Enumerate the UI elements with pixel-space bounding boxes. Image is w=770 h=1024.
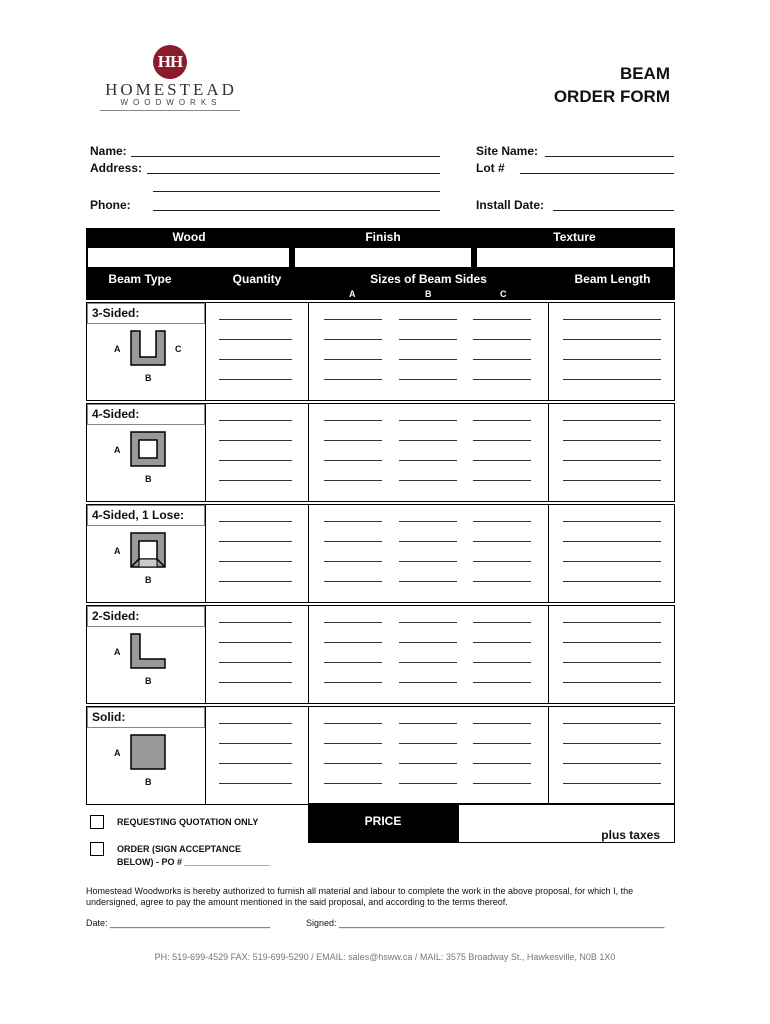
texture-header: Texture [474, 230, 675, 244]
beam-diagram-square-frame-icon [129, 430, 167, 468]
side-b-entry[interactable] [399, 682, 457, 683]
side-c-entry[interactable] [473, 723, 531, 724]
side-a-entry[interactable] [324, 440, 382, 441]
quantity-entry[interactable] [219, 359, 292, 360]
beam-length-entry[interactable] [563, 642, 661, 643]
texture-input[interactable] [476, 247, 674, 268]
beam-diagram-u-channel-icon [129, 329, 167, 367]
price-label-block [308, 803, 458, 843]
form-title-line1: BEAM [619, 64, 670, 83]
side-a-entry[interactable] [324, 642, 382, 643]
signed-signature-line[interactable]: Signed: _________________________________________________________________ [306, 918, 665, 928]
site-name-label: Site Name: [476, 144, 539, 158]
diagram-label-a: A [114, 748, 121, 758]
column-divider [548, 504, 549, 603]
side-b-entry[interactable] [399, 339, 457, 340]
side-a-entry[interactable] [324, 480, 382, 481]
side-b-entry[interactable] [399, 783, 457, 784]
column-divider [205, 504, 206, 603]
side-c-entry[interactable] [473, 379, 531, 380]
logo-subtitle: WOODWORKS [120, 98, 222, 107]
side-c-entry[interactable] [473, 682, 531, 683]
side-b-header: B [425, 289, 432, 299]
side-c-entry[interactable] [473, 359, 531, 360]
lot-field[interactable] [520, 173, 674, 174]
column-divider [205, 706, 206, 805]
sizes-header: Sizes of Beam Sides [310, 272, 547, 286]
side-b-entry[interactable] [399, 662, 457, 663]
logo-mark [153, 45, 187, 79]
side-b-entry[interactable] [399, 642, 457, 643]
beam-diagram-solid-block-icon [129, 733, 167, 771]
side-a-entry[interactable] [324, 521, 382, 522]
beam-length-entry[interactable] [563, 662, 661, 663]
date-signature-line[interactable]: Date: ________________________________ [86, 918, 271, 928]
order-label-line1: ORDER (SIGN ACCEPTANCE [117, 844, 242, 854]
beam-length-entry[interactable] [563, 420, 661, 421]
quantity-entry[interactable] [219, 541, 292, 542]
price-input[interactable] [458, 803, 675, 843]
side-a-entry[interactable] [324, 763, 382, 764]
diagram-label-a: A [114, 647, 121, 657]
quantity-entry[interactable] [219, 460, 292, 461]
beam-length-entry[interactable] [563, 682, 661, 683]
side-b-entry[interactable] [399, 521, 457, 522]
quantity-entry[interactable] [219, 339, 292, 340]
beam-length-entry[interactable] [563, 480, 661, 481]
beam-length-entry[interactable] [563, 359, 661, 360]
diagram-label-a: A [114, 546, 121, 556]
address-label: Address: [90, 161, 143, 175]
side-c-entry[interactable] [473, 743, 531, 744]
side-c-entry[interactable] [473, 763, 531, 764]
beam-type-header: Beam Type [86, 272, 194, 286]
side-a-entry[interactable] [324, 662, 382, 663]
name-label: Name: [90, 144, 127, 158]
side-b-entry[interactable] [399, 420, 457, 421]
column-divider [308, 403, 309, 502]
order-checkbox[interactable] [90, 842, 104, 856]
wood-header: Wood [86, 230, 292, 244]
logo-name: HOMESTEAD [105, 80, 237, 99]
quantity-entry[interactable] [219, 480, 292, 481]
quantity-entry[interactable] [219, 662, 292, 663]
side-b-entry[interactable] [399, 460, 457, 461]
quantity-entry[interactable] [219, 319, 292, 320]
quantity-entry[interactable] [219, 723, 292, 724]
beam-type-label-four-sided-loose: 4-Sided, 1 Lose: [87, 505, 205, 526]
column-divider [205, 302, 206, 401]
column-divider [548, 403, 549, 502]
side-a-entry[interactable] [324, 420, 382, 421]
column-divider [548, 605, 549, 704]
side-a-entry[interactable] [324, 783, 382, 784]
side-c-entry[interactable] [473, 541, 531, 542]
quantity-entry[interactable] [219, 561, 292, 562]
column-divider [308, 504, 309, 603]
side-b-entry[interactable] [399, 581, 457, 582]
beam-length-entry[interactable] [563, 561, 661, 562]
column-divider [548, 302, 549, 401]
side-b-entry[interactable] [399, 723, 457, 724]
beam-type-label-four-sided: 4-Sided: [87, 404, 205, 425]
beam-length-entry[interactable] [563, 622, 661, 623]
side-a-entry[interactable] [324, 682, 382, 683]
side-b-entry[interactable] [399, 622, 457, 623]
address-field-line2[interactable] [153, 191, 440, 192]
beam-length-entry[interactable] [563, 339, 661, 340]
order-label [117, 843, 270, 869]
side-c-entry[interactable] [473, 339, 531, 340]
side-c-entry[interactable] [473, 581, 531, 582]
side-b-entry[interactable] [399, 319, 457, 320]
beam-type-label-two-sided: 2-Sided: [87, 606, 205, 627]
side-c-entry[interactable] [473, 480, 531, 481]
quantity-entry[interactable] [219, 379, 292, 380]
side-b-entry[interactable] [399, 561, 457, 562]
side-a-entry[interactable] [324, 743, 382, 744]
beam-length-header: Beam Length [550, 272, 675, 286]
install-date-label: Install Date: [476, 198, 545, 212]
quantity-entry[interactable] [219, 743, 292, 744]
authorization-text: Homestead Woodworks is hereby authorized to furnish all material and labour to complete the work in the above proposal, for which I, the undersigned, agree to pay the amount mentioned in the said proposal, and according to the terms thereof. [86, 886, 634, 907]
side-a-entry[interactable] [324, 319, 382, 320]
beam-length-entry[interactable] [563, 743, 661, 744]
side-c-entry[interactable] [473, 662, 531, 663]
beam-length-entry[interactable] [563, 581, 661, 582]
plus-taxes-label: plus taxes [601, 828, 660, 842]
side-a-entry[interactable] [324, 339, 382, 340]
quantity-entry[interactable] [219, 682, 292, 683]
side-a-entry[interactable] [324, 622, 382, 623]
beam-length-entry[interactable] [563, 440, 661, 441]
price-label: PRICE [364, 814, 402, 828]
beam-length-entry[interactable] [563, 521, 661, 522]
beam-length-entry[interactable] [563, 319, 661, 320]
beam-length-entry[interactable] [563, 460, 661, 461]
column-divider [205, 605, 206, 704]
phone-label: Phone: [90, 198, 131, 212]
diagram-label-b: B [145, 575, 152, 585]
form-title-line2: ORDER FORM [553, 87, 670, 106]
side-c-header: C [500, 289, 507, 299]
beam-length-entry[interactable] [563, 763, 661, 764]
side-c-entry[interactable] [473, 642, 531, 643]
name-field[interactable] [131, 156, 440, 157]
finish-header: Finish [292, 230, 474, 244]
quotation-label: REQUESTING QUOTATION ONLY [117, 817, 259, 827]
column-divider [205, 403, 206, 502]
beam-type-label-three-sided: 3-Sided: [87, 303, 205, 324]
side-c-entry[interactable] [473, 783, 531, 784]
side-a-entry[interactable] [324, 581, 382, 582]
beam-type-label-solid: Solid: [87, 707, 205, 728]
side-c-entry[interactable] [473, 622, 531, 623]
diagram-label-c: C [175, 344, 182, 354]
side-c-entry[interactable] [473, 521, 531, 522]
diagram-label-b: B [145, 373, 152, 383]
diagram-label-b: B [145, 777, 152, 787]
side-b-entry[interactable] [399, 743, 457, 744]
quantity-entry[interactable] [219, 783, 292, 784]
quantity-entry[interactable] [219, 581, 292, 582]
quantity-entry[interactable] [219, 642, 292, 643]
column-divider [308, 605, 309, 704]
side-a-header: A [349, 289, 356, 299]
logo-divider [100, 110, 240, 111]
diagram-label-b: B [145, 676, 152, 686]
side-a-entry[interactable] [324, 379, 382, 380]
column-divider [548, 706, 549, 805]
quotation-checkbox[interactable] [90, 815, 104, 829]
side-b-entry[interactable] [399, 763, 457, 764]
logo-initials: HH [157, 52, 183, 71]
wood-input[interactable] [87, 247, 290, 268]
diagram-label-b: B [145, 474, 152, 484]
side-b-entry[interactable] [399, 359, 457, 360]
beam-diagram-loose-frame-icon [129, 531, 167, 569]
form-title [554, 62, 670, 108]
quantity-entry[interactable] [219, 521, 292, 522]
side-b-entry[interactable] [399, 541, 457, 542]
contact-footer: PH: 519-699-4529 FAX: 519-699-5290 / EMAIL: sales@hsww.ca / MAIL: 3575 Broadway St., Hawkesville, N0B 1X0 [154, 952, 616, 962]
beam-length-entry[interactable] [563, 723, 661, 724]
quantity-entry[interactable] [219, 420, 292, 421]
install-date-field[interactable] [553, 210, 674, 211]
column-divider [308, 302, 309, 401]
finish-input[interactable] [294, 247, 472, 268]
side-c-entry[interactable] [473, 440, 531, 441]
beam-length-entry[interactable] [563, 783, 661, 784]
side-a-entry[interactable] [324, 460, 382, 461]
address-field[interactable] [147, 173, 440, 174]
side-b-entry[interactable] [399, 440, 457, 441]
side-a-entry[interactable] [324, 561, 382, 562]
side-a-entry[interactable] [324, 723, 382, 724]
beam-diagram-l-angle-icon [129, 632, 167, 670]
side-a-entry[interactable] [324, 541, 382, 542]
quantity-header: Quantity [207, 272, 307, 286]
beam-length-entry[interactable] [563, 541, 661, 542]
side-c-entry[interactable] [473, 561, 531, 562]
quantity-entry[interactable] [219, 622, 292, 623]
quantity-entry[interactable] [219, 440, 292, 441]
side-b-entry[interactable] [399, 379, 457, 380]
side-c-entry[interactable] [473, 420, 531, 421]
diagram-label-a: A [114, 344, 121, 354]
lot-label: Lot # [476, 161, 505, 175]
column-divider [308, 706, 309, 805]
phone-field[interactable] [153, 210, 440, 211]
side-b-entry[interactable] [399, 480, 457, 481]
side-a-entry[interactable] [324, 359, 382, 360]
side-c-entry[interactable] [473, 319, 531, 320]
beam-length-entry[interactable] [563, 379, 661, 380]
diagram-label-a: A [114, 445, 121, 455]
side-c-entry[interactable] [473, 460, 531, 461]
quantity-entry[interactable] [219, 763, 292, 764]
site-name-field[interactable] [545, 156, 674, 157]
order-label-line2: BELOW) - PO # _________________ [117, 857, 270, 867]
